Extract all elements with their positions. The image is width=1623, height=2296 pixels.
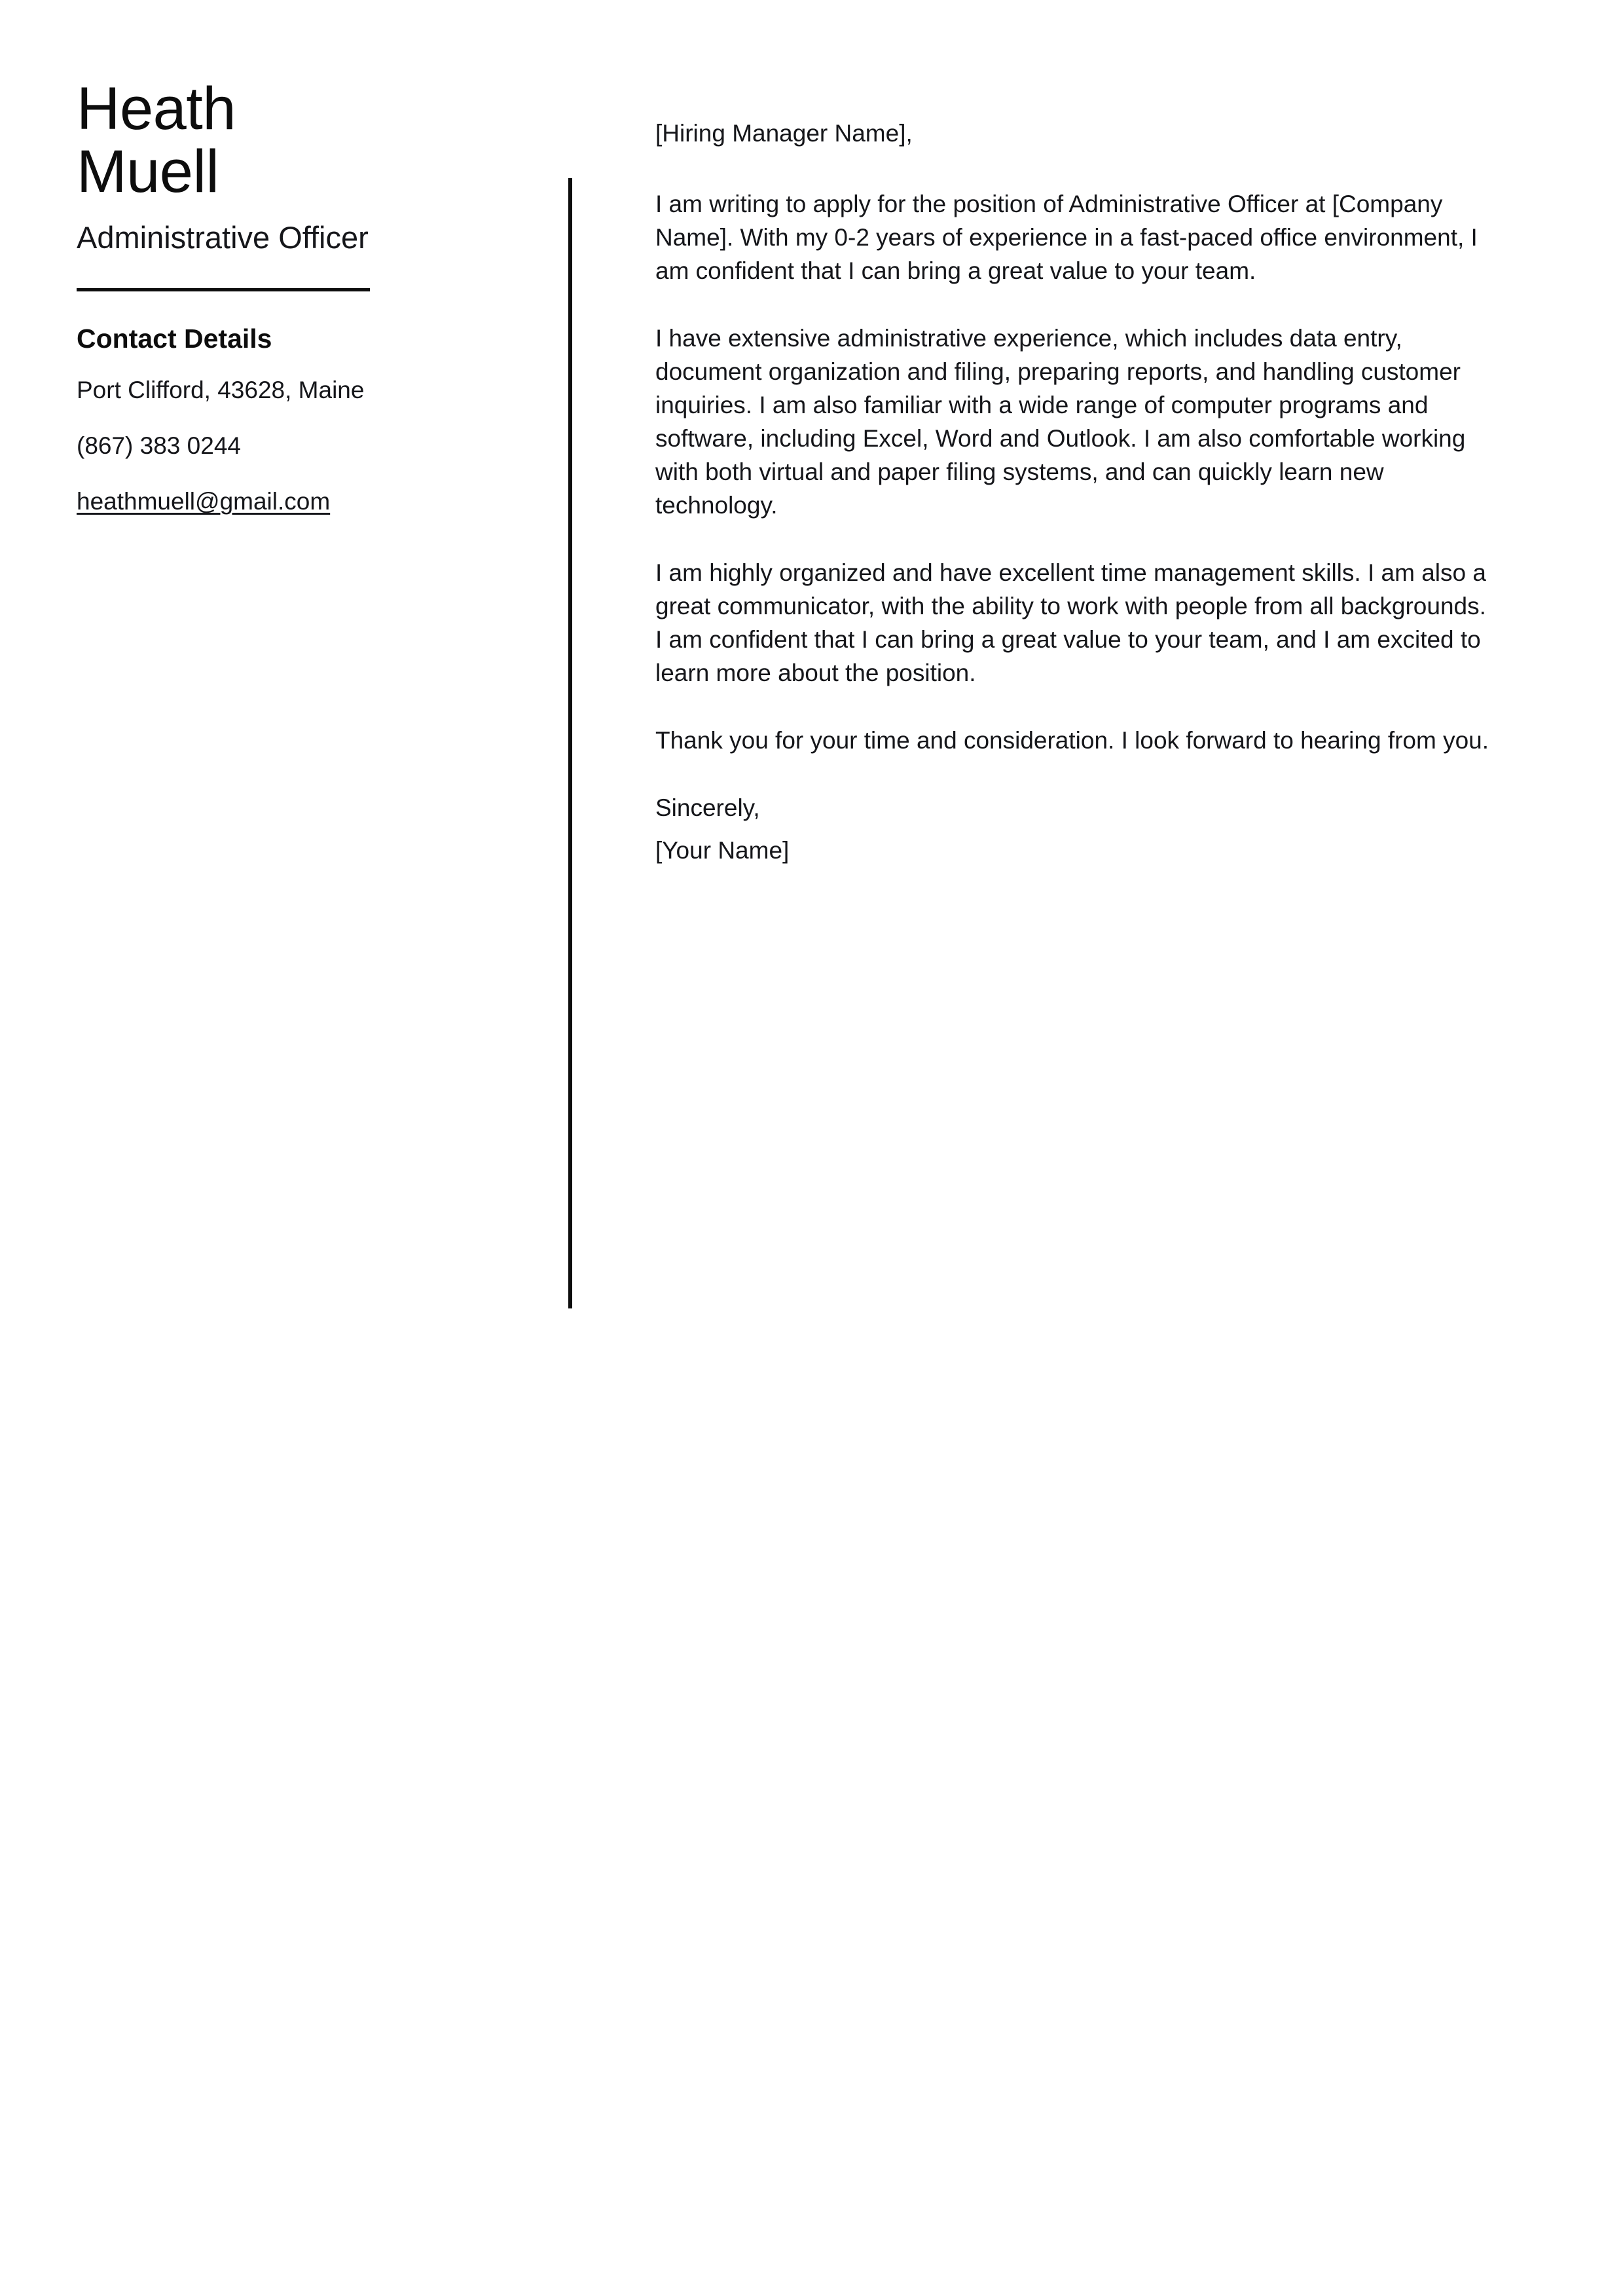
letter-paragraph-4: Thank you for your time and consideration. I look forward to hearing from you. xyxy=(655,727,1489,754)
candidate-name xyxy=(77,77,509,203)
contact-email-link[interactable]: heathmuell@gmail.com xyxy=(77,488,331,515)
contact-phone[interactable]: (867) 383 0244 xyxy=(77,432,241,459)
letter-signoff xyxy=(655,791,1490,867)
job-title: Administrative Officer xyxy=(77,220,369,255)
contact-address: Port Clifford, 43628, Maine xyxy=(77,377,365,403)
contact-details-list xyxy=(77,375,509,517)
letter-closing: Sincerely, xyxy=(655,794,760,821)
header-divider-rule xyxy=(77,288,370,291)
letter-salutation: [Hiring Manager Name], xyxy=(655,120,913,147)
letter-paragraph-3: I am highly organized and have excellent time management skills. I am also a great communicator, with the ability to work with people from all backgrounds. I am confident that I can bring a great value to your team, and I am excited to learn more about the position. xyxy=(655,559,1486,686)
letter-signature-name: [Your Name] xyxy=(655,837,790,864)
letter-body xyxy=(655,117,1490,867)
vertical-divider xyxy=(568,178,572,1308)
first-name: Heath xyxy=(77,75,236,142)
last-name: Muell xyxy=(77,138,219,205)
letter-paragraph-1: I am writing to apply for the position of Administrative Officer at [Company Name]. With my 0-2 years of experience in a fast-paced office environment, I am confident that I can bring a great value to your team. xyxy=(655,191,1478,284)
letter-paragraph-2: I have extensive administrative experience, which includes data entry, document organization and filing, preparing reports, and handling customer inquiries. I am also familiar with a wide range of computer programs and software, including Excel, Word and Outlook. I am also comfortable working with both virtual and paper filing systems, and can quickly learn new technology. xyxy=(655,325,1466,519)
sidebar xyxy=(77,77,509,542)
contact-details-heading: Contact Details xyxy=(77,324,272,354)
